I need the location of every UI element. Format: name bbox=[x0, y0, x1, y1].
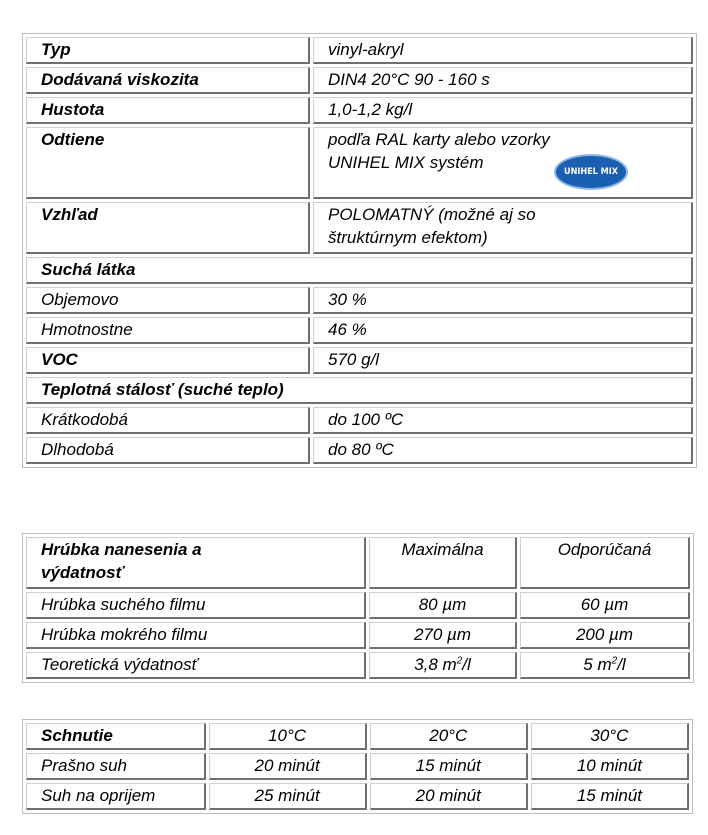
type-label: Typ bbox=[26, 37, 310, 64]
voc-label: VOC bbox=[26, 347, 310, 374]
col-rec-header: Odporúčaná bbox=[520, 537, 690, 589]
short-term-value: do 100 ºC bbox=[313, 407, 693, 434]
long-term-value: do 80 ºC bbox=[313, 437, 693, 464]
coverage-header-line1: Hrúbka nanesenia a bbox=[41, 540, 202, 559]
appearance-value bbox=[313, 202, 693, 254]
appearance-label: Vzhľad bbox=[26, 202, 310, 254]
appearance-value-line2: štruktúrnym efektom) bbox=[328, 228, 488, 247]
heat-resistance-header: Teplotná stálosť (suché teplo) bbox=[26, 377, 693, 404]
coverage-header bbox=[26, 537, 366, 589]
long-term-label: Dlhodobá bbox=[26, 437, 310, 464]
coverage-header-line2: výdatnosť bbox=[41, 563, 124, 582]
logo-text: UNIHEL MIX bbox=[563, 166, 618, 177]
wet-film-rec: 200 µm bbox=[520, 622, 690, 649]
yield-rec-unit: /l bbox=[617, 655, 626, 674]
wet-film-max: 270 µm bbox=[369, 622, 517, 649]
dry-matter-header: Suchá látka bbox=[26, 257, 693, 284]
dust-dry-label: Prašno suh bbox=[26, 753, 206, 780]
volume-value: 30 % bbox=[313, 287, 693, 314]
dry-film-label: Hrúbka suchého filmu bbox=[26, 592, 366, 619]
yield-max-value: 3,8 m bbox=[414, 655, 457, 674]
coverage-table bbox=[22, 533, 694, 683]
dry-film-max: 80 µm bbox=[369, 592, 517, 619]
temp-20: 20°C bbox=[370, 723, 528, 750]
drying-table bbox=[22, 719, 693, 814]
density-value: 1,0-1,2 kg/l bbox=[313, 97, 693, 124]
touch-dry-label: Suh na oprijem bbox=[26, 783, 206, 810]
yield-max bbox=[369, 652, 517, 679]
yield-rec-value: 5 m bbox=[583, 655, 612, 674]
voc-value: 570 g/l bbox=[313, 347, 693, 374]
touch-dry-20: 20 minút bbox=[370, 783, 528, 810]
shades-value-line1: podľa RAL karty alebo vzorky bbox=[328, 130, 550, 149]
weight-label: Hmotnostne bbox=[26, 317, 310, 344]
unihel-mix-logo-icon bbox=[554, 154, 628, 190]
type-value: vinyl-akryl bbox=[313, 37, 693, 64]
dust-dry-20: 15 minút bbox=[370, 753, 528, 780]
weight-value: 46 % bbox=[313, 317, 693, 344]
touch-dry-10: 25 minút bbox=[209, 783, 367, 810]
col-max-header: Maximálna bbox=[369, 537, 517, 589]
yield-max-unit: /l bbox=[462, 655, 471, 674]
viscosity-value: DIN4 20°C 90 - 160 s bbox=[313, 67, 693, 94]
yield-rec-sup: 2 bbox=[611, 655, 618, 667]
density-label: Hustota bbox=[26, 97, 310, 124]
shades-value-line2: UNIHEL MIX systém bbox=[328, 153, 484, 172]
volume-label: Objemovo bbox=[26, 287, 310, 314]
temp-10: 10°C bbox=[209, 723, 367, 750]
appearance-value-line1: POLOMATNÝ (možné aj so bbox=[328, 205, 536, 224]
dust-dry-30: 10 minút bbox=[531, 753, 689, 780]
touch-dry-30: 15 minút bbox=[531, 783, 689, 810]
drying-header: Schnutie bbox=[26, 723, 206, 750]
dust-dry-10: 20 minút bbox=[209, 753, 367, 780]
shades-value bbox=[313, 127, 693, 199]
wet-film-label: Hrúbka mokrého filmu bbox=[26, 622, 366, 649]
yield-max-sup: 2 bbox=[456, 655, 463, 667]
temp-30: 30°C bbox=[531, 723, 689, 750]
shades-label: Odtiene bbox=[26, 127, 310, 199]
properties-table bbox=[22, 33, 697, 468]
dry-film-rec: 60 µm bbox=[520, 592, 690, 619]
viscosity-label: Dodávaná viskozita bbox=[26, 67, 310, 94]
yield-rec bbox=[520, 652, 690, 679]
short-term-label: Krátkodobá bbox=[26, 407, 310, 434]
yield-label: Teoretická výdatnosť bbox=[26, 652, 366, 679]
